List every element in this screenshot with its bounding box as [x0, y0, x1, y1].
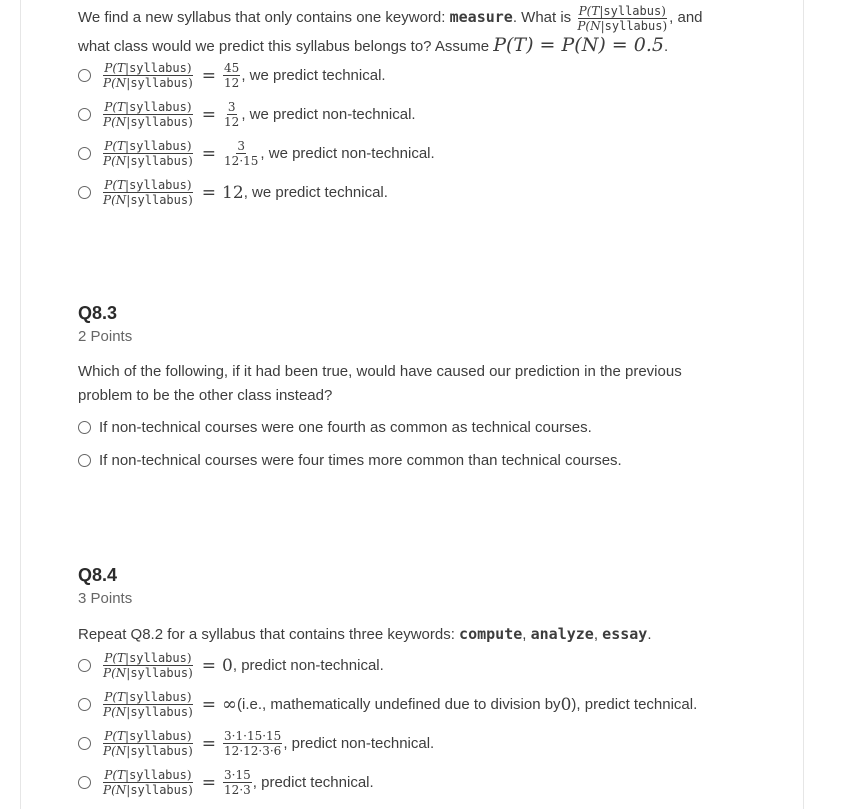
- ratio-fraction: [102, 179, 194, 206]
- q83-prompt-line1: Which of the following, if it had been true, would have caused our prediction in the previous: [78, 363, 682, 380]
- ratio-num-prefix: P(T|: [104, 178, 130, 192]
- value-fraction: [223, 769, 252, 796]
- ratio-num-word: syllabus: [129, 61, 187, 75]
- ratio-fraction: [102, 652, 194, 679]
- option-text: If non-technical courses were one fourth as common as technical courses.: [99, 419, 592, 436]
- option-value-b: 0: [560, 694, 572, 715]
- ratio-den-close: ): [662, 18, 668, 33]
- q84-keyword-1: compute: [459, 625, 523, 643]
- ratio-num-word: syllabus: [129, 139, 187, 153]
- option-text: If non-technical courses were four times more common than technical courses.: [99, 452, 622, 469]
- equals-sign: =: [201, 182, 217, 203]
- radio-button[interactable]: [78, 69, 91, 82]
- ratio-den-close: ): [188, 705, 193, 719]
- ratio-den-word: syllabus: [130, 744, 189, 758]
- ratio-num-prefix: P(T|: [104, 729, 130, 743]
- q82-assume-end: .: [663, 38, 669, 55]
- q84-option-3[interactable]: [78, 730, 434, 757]
- ratio-num-close: ): [661, 3, 666, 18]
- ratio-num-close: ): [186, 178, 192, 192]
- radio-button[interactable]: [78, 186, 91, 199]
- q84-separator-1: ,: [522, 626, 531, 643]
- q84-separator-2: ,: [593, 626, 603, 643]
- q83-points: 2 Points: [78, 328, 133, 345]
- ratio-fraction: [102, 140, 194, 167]
- q83-option-2[interactable]: [78, 452, 622, 469]
- q84-option-2[interactable]: [78, 691, 697, 718]
- ratio-den-word: syllabus: [130, 193, 189, 207]
- equals-sign: =: [201, 655, 217, 676]
- ratio-den-word: syllabus: [130, 76, 189, 90]
- value-denominator: 12·12·3·6: [224, 744, 282, 758]
- ratio-den-close: ): [188, 666, 193, 680]
- ratio-den-word: syllabus: [130, 115, 189, 129]
- ratio-num-close: ): [186, 100, 192, 114]
- ratio-den-close: ): [188, 115, 193, 129]
- ratio-den-prefix: P(N|: [103, 76, 131, 90]
- q82-intro-line1: [78, 3, 703, 32]
- value-denominator: 12: [224, 115, 240, 129]
- ratio-den-prefix: P(N|: [103, 705, 131, 719]
- q84-prompt-end: .: [647, 626, 652, 643]
- ratio-den-close: ): [188, 154, 193, 168]
- radio-button[interactable]: [78, 659, 91, 672]
- ratio-den-prefix: P(N|: [103, 783, 131, 797]
- ratio-den-prefix: P(N|: [103, 154, 131, 168]
- ratio-fraction: [102, 62, 194, 89]
- ratio-num-word: syllabus: [129, 690, 187, 704]
- value-fraction: [223, 62, 240, 89]
- value-numerator: 3·15: [224, 768, 251, 782]
- option-text: , predict non-technical.: [232, 657, 384, 674]
- q83-option-1[interactable]: [78, 419, 592, 436]
- question-panel: [20, 0, 804, 809]
- ratio-fraction: [102, 691, 194, 718]
- ratio-num-close: ): [186, 768, 192, 782]
- ratio-num-word: syllabus: [129, 100, 187, 114]
- q84-keyword-2: analyze: [530, 625, 594, 643]
- ratio-den-word: syllabus: [604, 18, 663, 33]
- option-text-a: (i.e., mathematically undefined due to division by: [237, 696, 561, 713]
- ratio-den-close: ): [188, 76, 193, 90]
- ratio-num-prefix: P(T|: [578, 3, 604, 18]
- ratio-den-prefix: P(N|: [577, 18, 605, 33]
- equals-sign: =: [201, 143, 217, 164]
- q82-option-2[interactable]: [78, 101, 416, 128]
- ratio-num-word: syllabus: [129, 768, 187, 782]
- q84-keyword-3: essay: [602, 625, 648, 643]
- radio-button[interactable]: [78, 421, 91, 434]
- ratio-den-close: ): [188, 744, 193, 758]
- option-text: , we predict non-technical.: [241, 106, 416, 123]
- option-text: , predict technical.: [252, 774, 374, 791]
- ratio-den-word: syllabus: [130, 154, 189, 168]
- value-denominator: 12·15: [224, 154, 259, 168]
- ratio-den-word: syllabus: [130, 783, 189, 797]
- q82-option-3[interactable]: [78, 140, 435, 167]
- q82-ratio-fraction: [576, 5, 668, 32]
- radio-button[interactable]: [78, 147, 91, 160]
- ratio-num-word: syllabus: [129, 178, 187, 192]
- option-text: , we predict technical.: [243, 184, 388, 201]
- ratio-num-prefix: P(T|: [104, 139, 130, 153]
- value-denominator: 12: [224, 76, 240, 90]
- ratio-num-prefix: P(T|: [104, 651, 130, 665]
- q82-keyword: measure: [449, 8, 513, 26]
- q84-option-4[interactable]: [78, 769, 374, 796]
- option-text: , predict non-technical.: [283, 735, 435, 752]
- ratio-num-prefix: P(T|: [104, 61, 130, 75]
- ratio-num-close: ): [186, 651, 192, 665]
- value-numerator: 3·1·15·15: [224, 729, 282, 743]
- ratio-num-word: syllabus: [603, 3, 662, 18]
- q84-title: Q8.4: [78, 565, 118, 585]
- q82-assume-math: P(T) = P(N) = 0.5: [493, 34, 664, 56]
- ratio-num-close: ): [186, 61, 192, 75]
- q82-intro-mid: . What is: [512, 9, 576, 26]
- radio-button[interactable]: [78, 698, 91, 711]
- equals-sign: =: [201, 733, 217, 754]
- radio-button[interactable]: [78, 454, 91, 467]
- ratio-num-word: syllabus: [129, 729, 187, 743]
- q82-line2-text: what class would we predict this syllabus belongs to? Assume: [78, 38, 494, 55]
- value-numerator: 3: [237, 139, 246, 153]
- ratio-fraction: [102, 730, 194, 757]
- value-denominator: 12·3: [224, 783, 251, 797]
- equals-sign: =: [201, 772, 217, 793]
- infinity-symbol: ∞: [222, 694, 238, 715]
- ratio-den-prefix: P(N|: [103, 193, 131, 207]
- radio-button[interactable]: [78, 108, 91, 121]
- ratio-den-prefix: P(N|: [103, 744, 131, 758]
- q82-option-4[interactable]: [78, 179, 388, 206]
- q82-intro-prefix: We find a new syllabus that only contains one keyword:: [78, 9, 450, 26]
- radio-button[interactable]: [78, 776, 91, 789]
- q82-intro-suffix: , and: [669, 9, 703, 26]
- radio-button[interactable]: [78, 737, 91, 750]
- ratio-fraction: [102, 101, 194, 128]
- ratio-den-close: ): [188, 193, 193, 207]
- option-value: 0: [222, 655, 233, 676]
- ratio-num-close: ): [186, 139, 192, 153]
- ratio-num-prefix: P(T|: [104, 690, 130, 704]
- q84-prompt: [78, 620, 652, 649]
- ratio-den-word: syllabus: [130, 705, 189, 719]
- q82-intro-line2: [78, 31, 668, 61]
- ratio-num-close: ): [186, 729, 192, 743]
- ratio-fraction: [102, 769, 194, 796]
- q83-prompt-line2: problem to be the other class instead?: [78, 387, 333, 404]
- ratio-den-prefix: P(N|: [103, 115, 131, 129]
- ratio-num-close: ): [186, 690, 192, 704]
- ratio-num-prefix: P(T|: [104, 768, 130, 782]
- ratio-den-word: syllabus: [130, 666, 189, 680]
- option-value: 12: [222, 182, 244, 203]
- equals-sign: =: [201, 104, 217, 125]
- equals-sign: =: [201, 694, 217, 715]
- q82-option-1[interactable]: [78, 62, 386, 89]
- value-fraction: [223, 730, 282, 757]
- ratio-den-close: ): [188, 783, 193, 797]
- q83-title: Q8.3: [78, 303, 118, 323]
- option-text-b: ), predict technical.: [571, 696, 698, 713]
- q84-option-1[interactable]: [78, 652, 384, 679]
- value-numerator: 3: [227, 100, 236, 114]
- value-fraction: [223, 101, 240, 128]
- value-numerator: 45: [224, 61, 240, 75]
- option-text: , we predict technical.: [241, 67, 386, 84]
- q84-points: 3 Points: [78, 590, 133, 607]
- q84-prompt-prefix: Repeat Q8.2 for a syllabus that contains three keywords:: [78, 626, 460, 643]
- ratio-den-prefix: P(N|: [103, 666, 131, 680]
- value-fraction: [223, 140, 259, 167]
- equals-sign: =: [201, 65, 217, 86]
- option-text: , we predict non-technical.: [260, 145, 435, 162]
- ratio-num-word: syllabus: [129, 651, 187, 665]
- ratio-num-prefix: P(T|: [104, 100, 130, 114]
